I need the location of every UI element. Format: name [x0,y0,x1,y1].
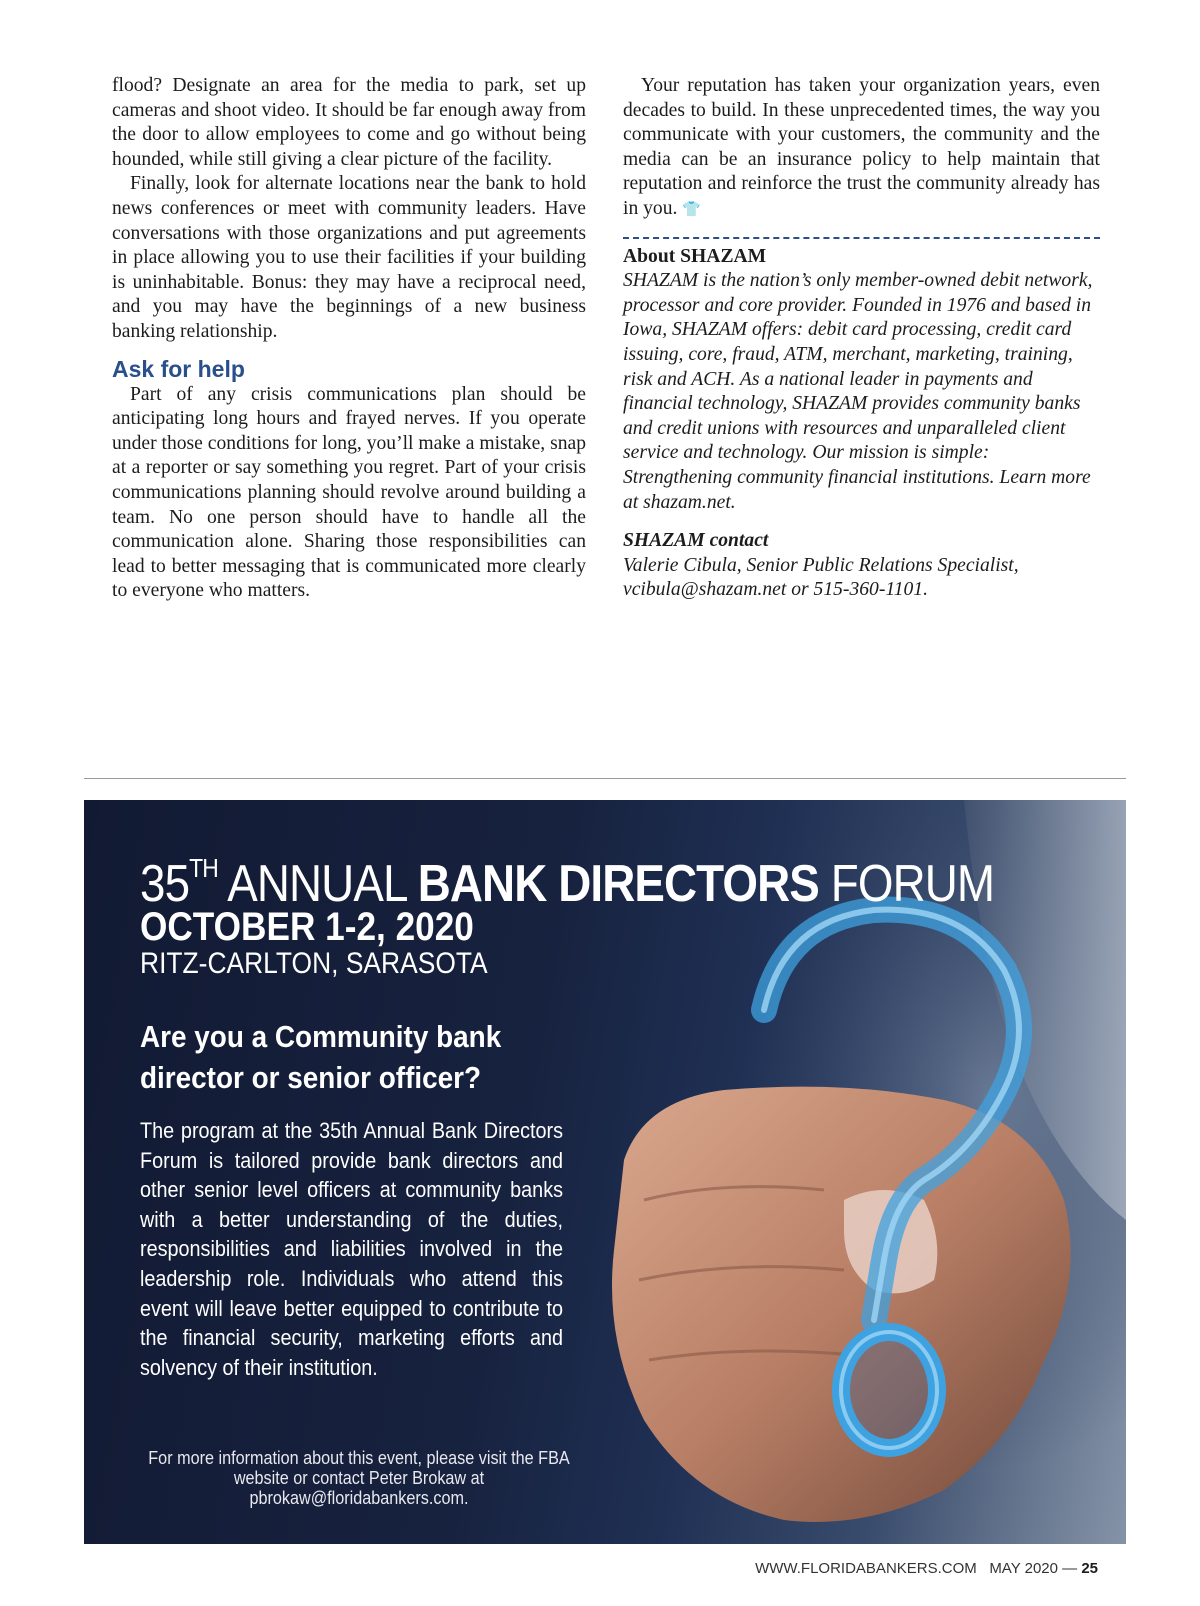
contact-body: Valerie Cibula, Senior Public Relations Specialist, vcibula@shazam.net or 515-360-1101. [623,554,1019,601]
event-question: Are you a Community bank director or senior officer? [140,1019,502,1095]
event-venue: RITZ-CARLTON, SARASOTA [140,947,488,980]
about-title: About SHAZAM [623,245,767,267]
page-footer [755,1560,1098,1577]
event-description: The program at the 35th Annual Bank Directors Forum is tailored provide bank directors and other senior level officers at community banks with a better understanding of the duties, responsibilities and liabilities involved in the leadership role. Individuals who attend this event will leave better equipped to contribute to the financial security, marketing efforts and solvency of their institution. [140,1118,563,1380]
event-contact-info: For more information about this event, please visit the FBA website or contact Peter Brokaw at pbrokaw@floridabankers.com. [148,1448,570,1508]
event-headline: 35TH ANNUAL BANK DIRECTORS FORUM [140,853,995,913]
footer-issue: MAY 2020 — [989,1560,1078,1577]
event-date: OCTOBER 1-2, 2020 [140,905,474,949]
body-paragraph: flood? Designate an area for the media to park, set up cameras and shoot video. It should be far enough away from the door to allow employees to come and go without being hounded, while still giving a clear picture of the facility. [112,75,586,170]
section-divider [84,778,1126,779]
contact-title: SHAZAM contact [623,530,769,552]
body-paragraph: Your reputation has taken your organization years, even decades to build. In these unprecedented times, the way you communicate with your customers, the community and the media can be an insurance policy to help maintain that reputation and reinforce the trust the community already has in you. 👕 [623,75,1100,219]
footer-website: WWW.FLORIDABANKERS.COM [755,1560,977,1577]
about-body: SHAZAM is the nation’s only member-owned debit network, processor and core provider. Founded in 1976 and based in Iowa, SHAZAM offers: debit card processing, credit card issuing, core, fraud, ATM, merchant, marketing, training, risk and ACH. As a national leader in payments and financial technology, SHAZAM provides community banks and credit unions with resources and unparalleled client service and technology. Our mission is simple: Strengthening community financial institutions. Learn more at shazam.net. [623,270,1093,513]
end-mark-icon: 👕 [682,201,702,218]
dashed-divider [623,237,1100,239]
page-number: 25 [1081,1560,1098,1577]
body-paragraph: Finally, look for alternate locations near the bank to hold news conferences or meet with community leaders. Have conversations with those organizations and put agreements in place allowing you to use their facilities if your building is uninhabitable. Bonus: they may have a reciprocal need, and you may have the beginnings of a new business banking relationship. [112,173,586,342]
section-subhead: Ask for help [112,355,245,382]
left-column [112,74,586,604]
body-paragraph: Part of any crisis communications plan should be anticipating long hours and frayed nerves. If you operate under those conditions for long, you’ll make a mistake, snap at a reporter or say something you regret. Part of your crisis communications planning should revolve around building a team. No one person should have to handle all the communication alone. Sharing those responsibilities can lead to better messaging that is communicated more clearly to everyone who matters. [112,383,586,602]
right-column [623,74,1100,603]
event-advertisement [84,800,1126,1544]
